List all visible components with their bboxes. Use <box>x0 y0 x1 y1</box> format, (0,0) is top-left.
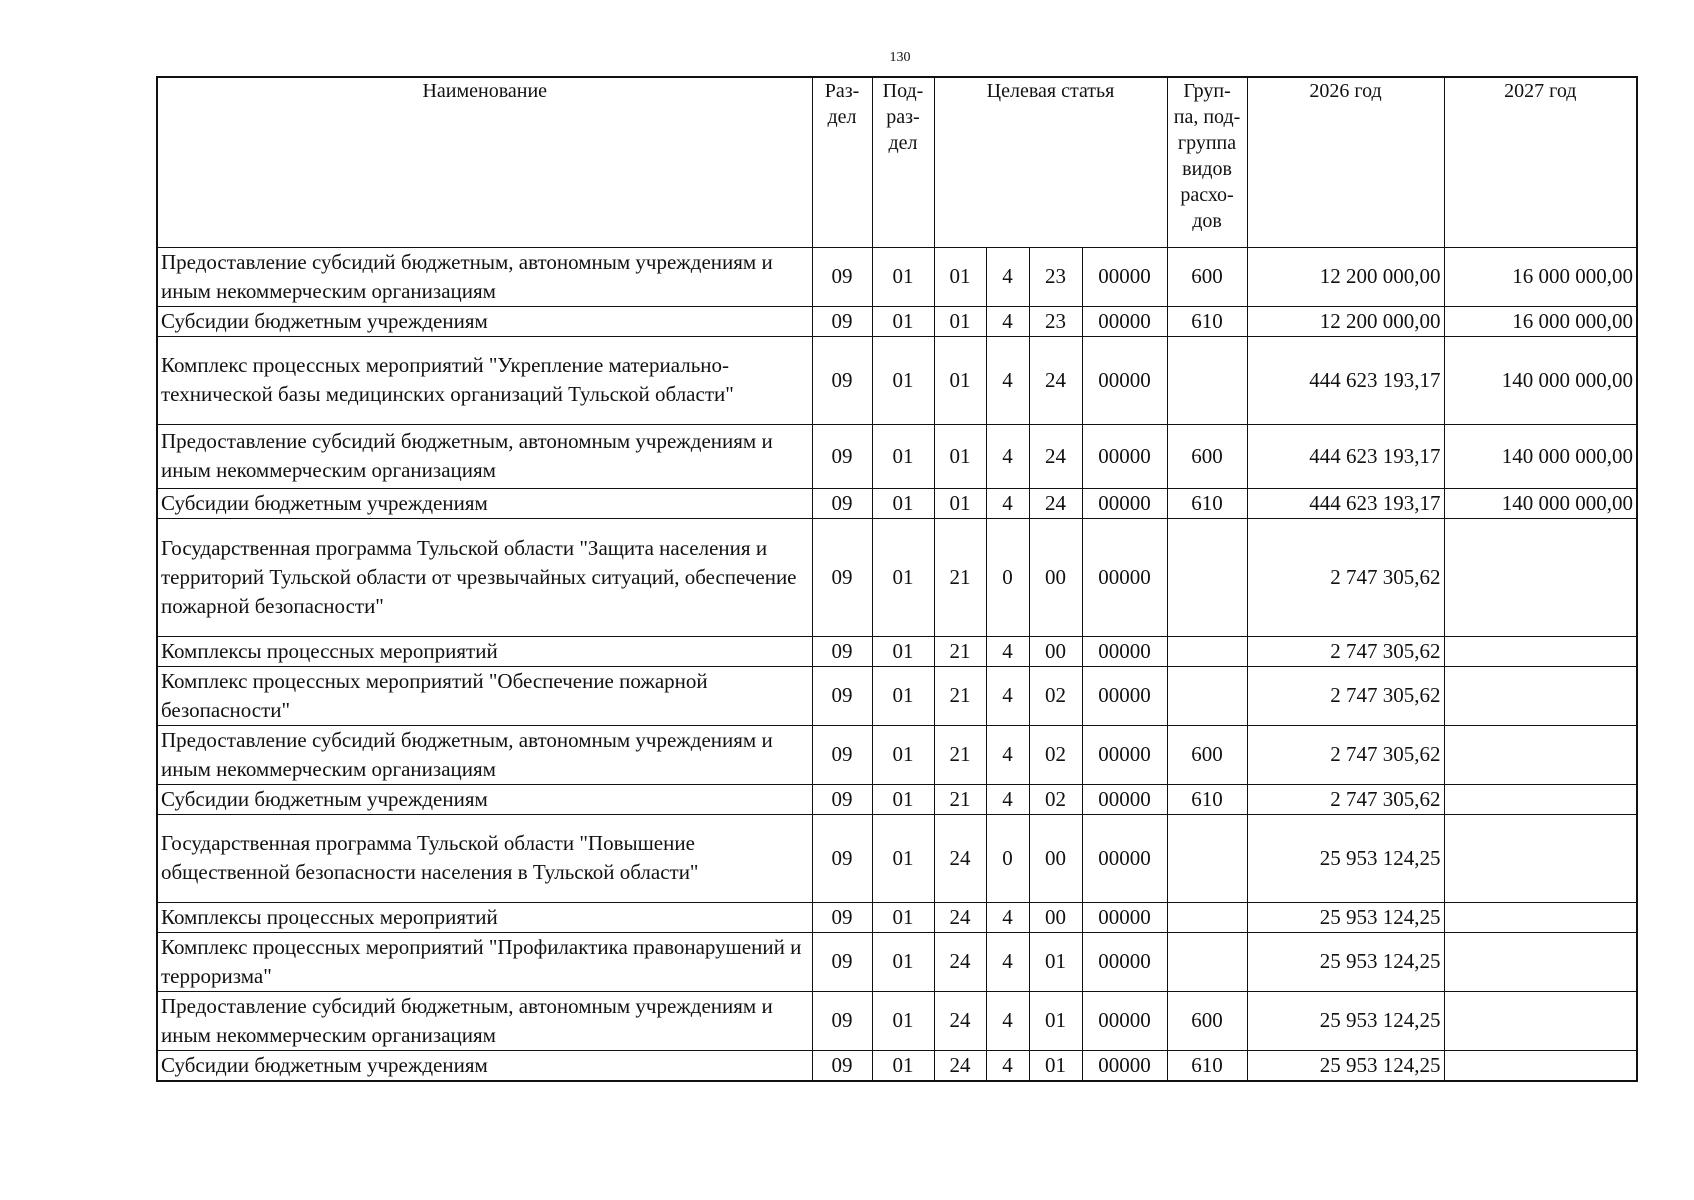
cell-target-subprogram: 01 <box>1029 1050 1082 1081</box>
cell-section: 09 <box>812 725 872 784</box>
cell-amount-2026: 12 200 000,00 <box>1247 306 1444 336</box>
header-row <box>157 77 1637 247</box>
cell-amount-2027 <box>1444 1050 1637 1081</box>
cell-target-subprogram: 00 <box>1029 814 1082 902</box>
header-section: Раз- дел <box>812 77 872 247</box>
cell-target-type: 4 <box>986 902 1029 932</box>
cell-target-subprogram: 02 <box>1029 784 1082 814</box>
cell-target-direction: 00000 <box>1082 424 1167 488</box>
table-row <box>157 1050 1637 1081</box>
cell-target-direction: 00000 <box>1082 725 1167 784</box>
cell-target-program: 24 <box>934 991 986 1050</box>
cell-target-type: 4 <box>986 991 1029 1050</box>
cell-target-subprogram: 01 <box>1029 932 1082 991</box>
cell-expense-group: 610 <box>1167 1050 1247 1081</box>
cell-expense-group <box>1167 636 1247 666</box>
cell-section: 09 <box>812 518 872 636</box>
header-name: Наименование <box>157 77 812 247</box>
cell-target-type: 0 <box>986 518 1029 636</box>
cell-name: Предоставление субсидий бюджетным, автономным учреждениям и иным некоммерческим организациям <box>157 725 812 784</box>
cell-name: Субсидии бюджетным учреждениям <box>157 488 812 518</box>
table-row <box>157 902 1637 932</box>
cell-target-type: 4 <box>986 424 1029 488</box>
cell-target-program: 01 <box>934 488 986 518</box>
cell-amount-2026: 25 953 124,25 <box>1247 814 1444 902</box>
page-number: 130 <box>889 50 911 65</box>
cell-target-program: 24 <box>934 902 986 932</box>
cell-amount-2027: 16 000 000,00 <box>1444 306 1637 336</box>
cell-name: Комплекс процессных мероприятий "Обеспечение пожарной безопасности" <box>157 666 812 725</box>
cell-section: 09 <box>812 814 872 902</box>
cell-target-subprogram: 23 <box>1029 247 1082 306</box>
cell-target-subprogram: 00 <box>1029 518 1082 636</box>
cell-target-type: 4 <box>986 636 1029 666</box>
cell-amount-2027 <box>1444 666 1637 725</box>
cell-name: Комплексы процессных мероприятий <box>157 636 812 666</box>
cell-section: 09 <box>812 306 872 336</box>
cell-subsection: 01 <box>872 932 934 991</box>
cell-target-type: 4 <box>986 488 1029 518</box>
cell-amount-2026: 2 747 305,62 <box>1247 784 1444 814</box>
header-subsection: Под- раз- дел <box>872 77 934 247</box>
cell-amount-2027 <box>1444 814 1637 902</box>
cell-name: Субсидии бюджетным учреждениям <box>157 306 812 336</box>
cell-target-program: 21 <box>934 518 986 636</box>
cell-name: Предоставление субсидий бюджетным, автономным учреждениям и иным некоммерческим организациям <box>157 247 812 306</box>
cell-amount-2026: 2 747 305,62 <box>1247 666 1444 725</box>
cell-target-type: 4 <box>986 247 1029 306</box>
header-year-2027: 2027 год <box>1444 77 1637 247</box>
cell-name: Государственная программа Тульской области "Защита населения и территорий Тульской области от чрезвычайных ситуаций, обеспечение пожарной безопасности" <box>157 518 812 636</box>
cell-target-subprogram: 23 <box>1029 306 1082 336</box>
cell-name: Комплекс процессных мероприятий "Укрепление материально-технической базы медицинских организаций Тульской области" <box>157 336 812 424</box>
cell-target-type: 4 <box>986 306 1029 336</box>
cell-subsection: 01 <box>872 488 934 518</box>
cell-subsection: 01 <box>872 666 934 725</box>
cell-subsection: 01 <box>872 1050 934 1081</box>
cell-target-program: 24 <box>934 1050 986 1081</box>
cell-expense-group: 600 <box>1167 991 1247 1050</box>
cell-expense-group <box>1167 902 1247 932</box>
table-row <box>157 932 1637 991</box>
cell-amount-2027: 140 000 000,00 <box>1444 424 1637 488</box>
cell-subsection: 01 <box>872 636 934 666</box>
cell-target-program: 01 <box>934 424 986 488</box>
cell-amount-2026: 25 953 124,25 <box>1247 991 1444 1050</box>
cell-amount-2026: 25 953 124,25 <box>1247 1050 1444 1081</box>
cell-amount-2027 <box>1444 784 1637 814</box>
cell-target-direction: 00000 <box>1082 784 1167 814</box>
cell-section: 09 <box>812 666 872 725</box>
cell-expense-group <box>1167 932 1247 991</box>
cell-name: Комплексы процессных мероприятий <box>157 902 812 932</box>
cell-expense-group: 600 <box>1167 424 1247 488</box>
cell-target-type: 4 <box>986 336 1029 424</box>
cell-subsection: 01 <box>872 247 934 306</box>
cell-target-direction: 00000 <box>1082 636 1167 666</box>
cell-expense-group: 610 <box>1167 488 1247 518</box>
cell-amount-2026: 25 953 124,25 <box>1247 902 1444 932</box>
cell-name: Комплекс процессных мероприятий "Профилактика правонарушений и терроризма" <box>157 932 812 991</box>
cell-section: 09 <box>812 336 872 424</box>
cell-section: 09 <box>812 902 872 932</box>
cell-amount-2027 <box>1444 902 1637 932</box>
cell-target-direction: 00000 <box>1082 666 1167 725</box>
cell-section: 09 <box>812 424 872 488</box>
cell-target-direction: 00000 <box>1082 1050 1167 1081</box>
header-target-article: Целевая статья <box>934 77 1167 247</box>
cell-section: 09 <box>812 784 872 814</box>
cell-target-direction: 00000 <box>1082 488 1167 518</box>
cell-target-type: 4 <box>986 1050 1029 1081</box>
cell-section: 09 <box>812 247 872 306</box>
cell-subsection: 01 <box>872 424 934 488</box>
cell-amount-2027 <box>1444 518 1637 636</box>
cell-subsection: 01 <box>872 725 934 784</box>
cell-target-subprogram: 02 <box>1029 666 1082 725</box>
cell-target-program: 01 <box>934 336 986 424</box>
cell-target-type: 4 <box>986 725 1029 784</box>
cell-amount-2026: 2 747 305,62 <box>1247 518 1444 636</box>
table-body <box>157 247 1637 1081</box>
cell-subsection: 01 <box>872 991 934 1050</box>
cell-section: 09 <box>812 1050 872 1081</box>
cell-name: Субсидии бюджетным учреждениям <box>157 1050 812 1081</box>
cell-amount-2027: 16 000 000,00 <box>1444 247 1637 306</box>
cell-target-subprogram: 02 <box>1029 725 1082 784</box>
cell-expense-group <box>1167 814 1247 902</box>
cell-amount-2027 <box>1444 991 1637 1050</box>
cell-target-direction: 00000 <box>1082 306 1167 336</box>
cell-amount-2026: 12 200 000,00 <box>1247 247 1444 306</box>
cell-target-program: 01 <box>934 247 986 306</box>
cell-target-type: 4 <box>986 666 1029 725</box>
cell-target-subprogram: 24 <box>1029 488 1082 518</box>
cell-target-direction: 00000 <box>1082 247 1167 306</box>
cell-expense-group <box>1167 666 1247 725</box>
table-row <box>157 814 1637 902</box>
cell-target-program: 24 <box>934 814 986 902</box>
cell-target-program: 21 <box>934 784 986 814</box>
cell-subsection: 01 <box>872 336 934 424</box>
cell-expense-group: 610 <box>1167 306 1247 336</box>
cell-target-subprogram: 01 <box>1029 991 1082 1050</box>
cell-subsection: 01 <box>872 814 934 902</box>
header-expense-group: Груп- па, под- группа видов расхо- дов <box>1167 77 1247 247</box>
cell-subsection: 01 <box>872 784 934 814</box>
cell-target-program: 21 <box>934 725 986 784</box>
cell-amount-2027 <box>1444 636 1637 666</box>
cell-amount-2026: 444 623 193,17 <box>1247 488 1444 518</box>
cell-expense-group: 600 <box>1167 725 1247 784</box>
cell-target-direction: 00000 <box>1082 991 1167 1050</box>
table-row <box>157 518 1637 636</box>
cell-target-program: 01 <box>934 306 986 336</box>
cell-amount-2026: 25 953 124,25 <box>1247 932 1444 991</box>
cell-amount-2026: 2 747 305,62 <box>1247 725 1444 784</box>
cell-target-direction: 00000 <box>1082 518 1167 636</box>
cell-target-subprogram: 00 <box>1029 902 1082 932</box>
cell-name: Государственная программа Тульской области "Повышение общественной безопасности населения в Тульской области" <box>157 814 812 902</box>
table-row <box>157 991 1637 1050</box>
table-row <box>157 424 1637 488</box>
cell-target-program: 24 <box>934 932 986 991</box>
cell-target-direction: 00000 <box>1082 814 1167 902</box>
cell-expense-group: 600 <box>1167 247 1247 306</box>
cell-amount-2026: 2 747 305,62 <box>1247 636 1444 666</box>
budget-table <box>156 76 1638 1082</box>
table-row <box>157 784 1637 814</box>
table-row <box>157 666 1637 725</box>
cell-expense-group: 610 <box>1167 784 1247 814</box>
cell-section: 09 <box>812 991 872 1050</box>
cell-target-subprogram: 24 <box>1029 424 1082 488</box>
cell-target-direction: 00000 <box>1082 336 1167 424</box>
cell-target-direction: 00000 <box>1082 902 1167 932</box>
cell-section: 09 <box>812 932 872 991</box>
table-row <box>157 636 1637 666</box>
cell-target-subprogram: 00 <box>1029 636 1082 666</box>
cell-amount-2027: 140 000 000,00 <box>1444 488 1637 518</box>
cell-target-type: 4 <box>986 932 1029 991</box>
cell-expense-group <box>1167 336 1247 424</box>
cell-target-subprogram: 24 <box>1029 336 1082 424</box>
cell-subsection: 01 <box>872 518 934 636</box>
cell-name: Субсидии бюджетным учреждениям <box>157 784 812 814</box>
cell-subsection: 01 <box>872 902 934 932</box>
cell-target-direction: 00000 <box>1082 932 1167 991</box>
cell-section: 09 <box>812 636 872 666</box>
cell-name: Предоставление субсидий бюджетным, автономным учреждениям и иным некоммерческим организациям <box>157 424 812 488</box>
cell-name: Предоставление субсидий бюджетным, автономным учреждениям и иным некоммерческим организациям <box>157 991 812 1050</box>
cell-section: 09 <box>812 488 872 518</box>
cell-amount-2027: 140 000 000,00 <box>1444 336 1637 424</box>
table-row <box>157 725 1637 784</box>
cell-amount-2026: 444 623 193,17 <box>1247 336 1444 424</box>
cell-amount-2027 <box>1444 932 1637 991</box>
cell-subsection: 01 <box>872 306 934 336</box>
cell-target-type: 0 <box>986 814 1029 902</box>
table-row <box>157 247 1637 306</box>
cell-target-type: 4 <box>986 784 1029 814</box>
table-row <box>157 306 1637 336</box>
table-row <box>157 488 1637 518</box>
cell-amount-2026: 444 623 193,17 <box>1247 424 1444 488</box>
cell-amount-2027 <box>1444 725 1637 784</box>
cell-target-program: 21 <box>934 666 986 725</box>
table-row <box>157 336 1637 424</box>
header-year-2026: 2026 год <box>1247 77 1444 247</box>
cell-target-program: 21 <box>934 636 986 666</box>
cell-expense-group <box>1167 518 1247 636</box>
